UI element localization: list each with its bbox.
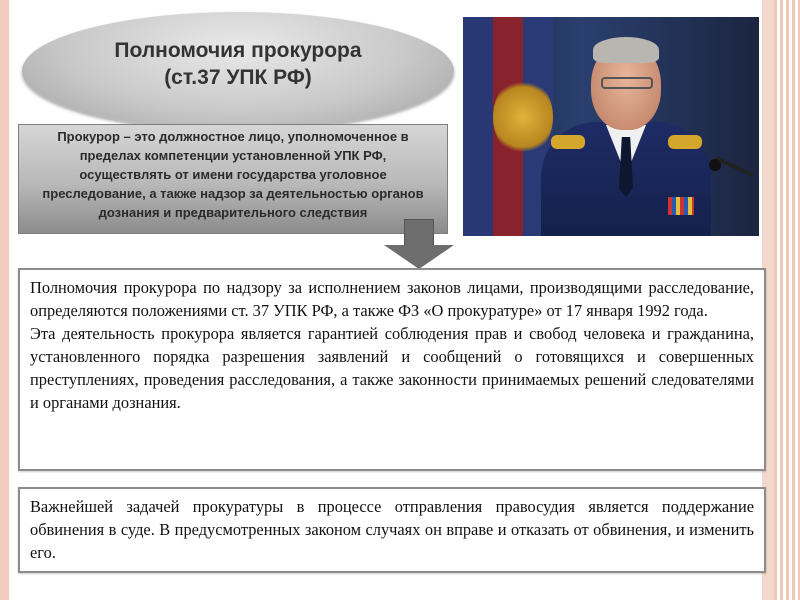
definition-text: Прокурор – это должностное лицо, уполномоченное в пределах компетенции установленной УПК РФ, осуществлять от имени государства уголовное преследование, а также надзор за деятельностью органов дознания и предварительного следствия (42, 128, 424, 220)
definition-box (18, 124, 448, 234)
title-ellipse (22, 12, 454, 130)
title-line-1: Полномочия прокурора (114, 39, 362, 62)
hair (593, 37, 659, 63)
right-decorative-border (762, 0, 800, 600)
microphone-stand (716, 157, 754, 178)
prosecutor-portrait-photo (463, 17, 759, 236)
left-epaulet (551, 135, 585, 149)
task-text-box (18, 487, 766, 573)
task-paragraph: Важнейшей задачей прокуратуры в процессе отправления правосудия является поддержание обвинения в суде. В предусмотренных законом случаях он вправе и отказать от обвинения, и изменить его. (30, 497, 754, 562)
medal-ribbons (668, 197, 694, 215)
title-line-2: (ст.37 УПК РФ) (164, 66, 312, 89)
powers-paragraph-2: Эта деятельность прокурора является гарантией соблюдения прав и свобод человека и гражданина, установленного порядка разрешения заявлений и сообщений о готовящихся и совершенных преступлениях, проведения расследования, а также законности принимаемых решений следователями и органами дознания. (30, 324, 754, 412)
down-arrow-head (384, 245, 454, 269)
microphone-icon (709, 159, 721, 171)
powers-text-box (18, 268, 766, 471)
left-decorative-stripe (0, 0, 9, 600)
right-epaulet (668, 135, 702, 149)
powers-paragraph-1: Полномочия прокурора по надзору за исполнением законов лицами, производящими расследование, определяются положениями ст. 37 УПК РФ, а также ФЗ «О прокуратуре» от 17 января 1992 года. (30, 278, 754, 320)
emblem-icon (493, 77, 553, 157)
glasses-icon (601, 77, 653, 89)
